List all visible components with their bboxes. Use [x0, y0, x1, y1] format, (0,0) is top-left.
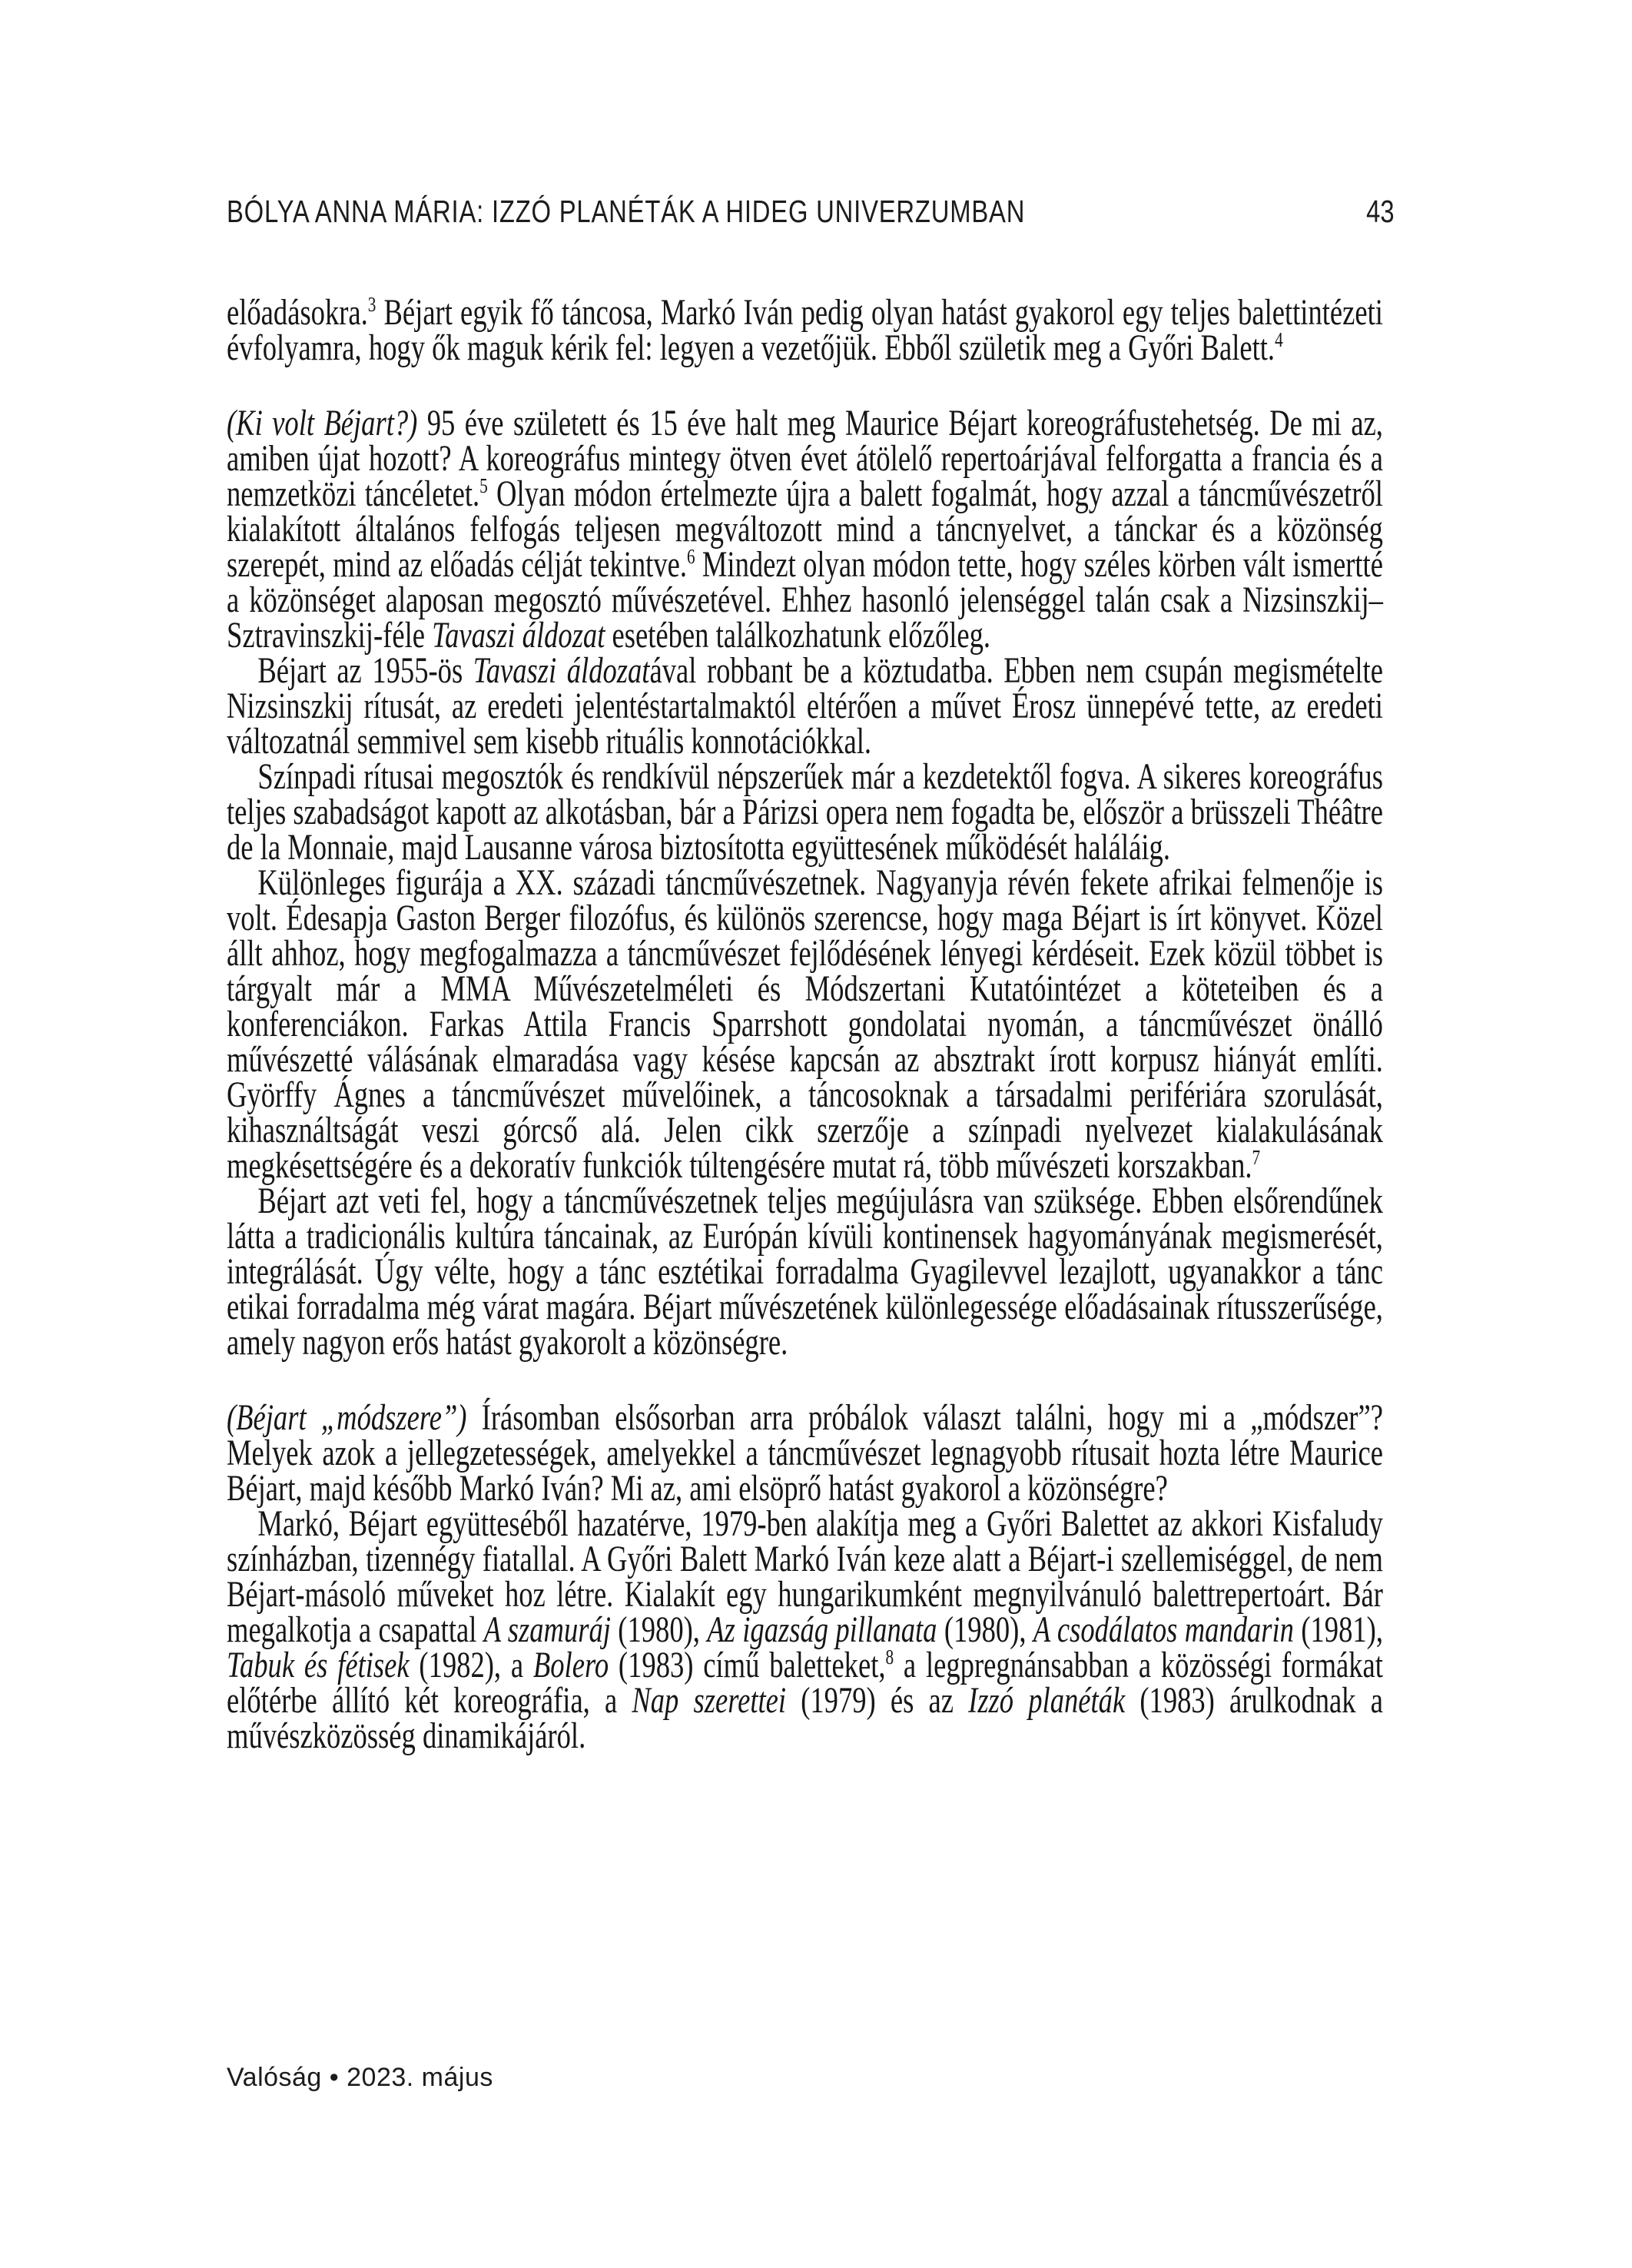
text-run: Mindezt olyan módon tette, hogy széles körben vált ismertté a közönséget alaposan megosztó művészetével. Ehhez hasonló jelenséggel talán csak a Nizsinszkij–Sztravinszkij-féle [227, 544, 1383, 656]
italic-run: Bolero [532, 1645, 609, 1685]
paragraph [227, 1180, 1383, 1363]
paragraph [227, 1503, 1383, 1756]
text-run: (1981), [1293, 1609, 1383, 1650]
paragraph [227, 1397, 1383, 1509]
text-run: Markó, Béjart együtteséből hazatérve, 1979-ben alakítja meg a Győri Balettet az akkori Kisfaludy színházban, tizennégy fiatallal. A Győri Balett Markó Iván keze alatt a Béjart-i szellemiséggel, de nem Béjart-másoló műveket hoz létre. Kialakít egy hungarikumként megnyilvánuló balettrepertoárt. Bár megalkotja a csapattal [227, 1503, 1383, 1650]
italic-run: Az igazság pillanata [707, 1609, 937, 1650]
text-run: Színpadi rítusai megosztók és rendkívül népszerűek már a kezdetektől fogva. A sikeres koreográfus teljes szabadságot kapott az alkotásban, bár a Párizsi opera nem fogadta be, először a brüsszeli Théâtre de la Monnaie, majd Lausanne városa biztosította együttesének működését haláláig. [227, 756, 1383, 868]
footnote-marker: 7 [1252, 1146, 1261, 1170]
paragraph [227, 756, 1383, 868]
text-run: Írásomban elsősorban arra próbálok választ találni, hogy mi a „módszer”? Melyek azok a jellegzetességek, amelyekkel a táncművészet legnagyobb rítusait hozta létre Maurice Béjart, majd később Markó Iván? Mi az, ami elsöprő hatást gyakorol a közönségre? [227, 1397, 1383, 1509]
text-run: Béjart egyik fő táncosa, Markó Iván pedig olyan hatást gyakorol egy teljes balettintézeti évfolyamra, hogy ők maguk kérik fel: legyen a vezetőjük. Ebből születik meg a Győri Balett. [227, 292, 1383, 368]
text-run: (1980), [610, 1609, 708, 1650]
text-run: (1980), [937, 1609, 1033, 1650]
italic-run: Tabuk és fétisek [227, 1645, 410, 1685]
text-run: ával robbant be a köztudatba. Ebben nem csupán megismételte Nizsinszkij rítusát, az eredeti jelentéstartalmaktól eltérően a művet Érosz ünnepévé tette, az eredeti változatnál semmivel sem kisebb rituális konnotációkkal. [227, 650, 1383, 762]
italic-run: A szamuráj [483, 1609, 611, 1650]
footnote-marker: 5 [479, 474, 488, 498]
italic-run: (Ki volt Béjart?) [227, 403, 418, 443]
italic-run: Nap szerettei [632, 1680, 787, 1721]
page-header [227, 194, 1395, 227]
paragraph [227, 403, 1383, 656]
text-run: (1983) árulkodnak a művészközösség dinamikájáról. [227, 1680, 1383, 1756]
italic-run: A csodálatos mandarin [1033, 1609, 1294, 1650]
text-run: (1983) című baletteket, [609, 1645, 886, 1685]
footnote-marker: 8 [885, 1645, 894, 1669]
paragraph [227, 862, 1383, 1186]
italic-run: Tavaszi áldozat [473, 650, 650, 691]
text-run: (1982), a [409, 1645, 533, 1685]
text-run: Különleges figurája a XX. századi táncművészetnek. Nagyanyja révén fekete afrikai felmenője is volt. Édesapja Gaston Berger filozófus, és különös szerencse, hogy maga Béjart is írt könyvet. Közel állt ahhoz, hogy megfogalmazza a táncművészet fejlődésének lényegi kérdéseit. Ezek közül többet is tárgyalt már a MMA Művészetelméleti és Módszertani Kutatóintézet a köteteiben és a konferenciákon. Farkas Attila Francis Sparrshott gondolatai nyomán, a táncművészet önálló művészetté válásának elmaradása vagy késése kapcsán az absztrakt írott korpusz hiányát említi. Györffy Ágnes a táncművészet művelőinek, a táncosoknak a társadalmi perifériára szorulását, kihasználtságát veszi górcső alá. Jelen cikk szerzője a színpadi nyelvezet kialakulásának megkésettségére és a dekoratív funkciók túltengésére mutat rá, több művészeti korszakban. [227, 862, 1383, 1186]
page-number: 43 [1366, 194, 1395, 229]
text-run: Béjart azt veti fel, hogy a táncművészetnek teljes megújulásra van szüksége. Ebben elsőrendűnek látta a tradicionális kultúra táncainak, az Európán kívüli kontinensek hagyományának megismerését, integrálását. Úgy vélte, hogy a tánc esztétikai forradalma Gyagilevvel lezajlott, ugyanakkor a tánc etikai forradalma még várat magára. Béjart művészetének különlegessége előadásainak rítusszerűsége, amely nagyon erős hatást gyakorolt a közönségre. [227, 1180, 1383, 1363]
article-body [227, 292, 1383, 1756]
page-footer [227, 2063, 493, 2093]
text-run: 95 éve született és 15 éve halt meg Maurice Béjart koreográfustehetség. De mi az, amiben újat hozott? A koreográfus mintegy ötven évet átölelő repertoárjával felforgatta a francia és a nemzetközi táncéletet. [227, 403, 1383, 514]
journal-issue-line: Valóság • 2023. május [227, 2063, 493, 2092]
paragraph [227, 650, 1383, 762]
running-head: BÓLYA ANNA MÁRIA: IZZÓ PLANÉTÁK A HIDEG UNIVERZUMBAN [227, 194, 1026, 229]
text-run: esetében találkozhatunk előzőleg. [605, 615, 991, 656]
text-run: Béjart az 1955-ös [257, 650, 473, 691]
italic-run: Izzó planéták [968, 1680, 1126, 1721]
italic-run: Tavaszi áldozat [432, 615, 605, 656]
text-run: Olyan módon értelmezte újra a balett fogalmát, hogy azzal a táncművészetről kialakított általános felfogás teljesen megváltozott mind a táncnyelvet, a tánckar és a közönség szerepét, mind az előadás célját tekintve. [227, 473, 1383, 585]
footnote-marker: 6 [686, 545, 695, 569]
footnote-marker: 4 [1275, 328, 1283, 352]
italic-run: (Béjart „módszere”) [227, 1397, 467, 1438]
text-run: (1979) és az [786, 1680, 969, 1721]
text-run: a legpregnánsabban a közösségi formákat előtérbe állító két koreográfia, a [227, 1645, 1383, 1721]
paragraph [227, 292, 1383, 368]
text-run: előadásokra. [227, 292, 368, 333]
footnote-marker: 3 [367, 293, 376, 317]
